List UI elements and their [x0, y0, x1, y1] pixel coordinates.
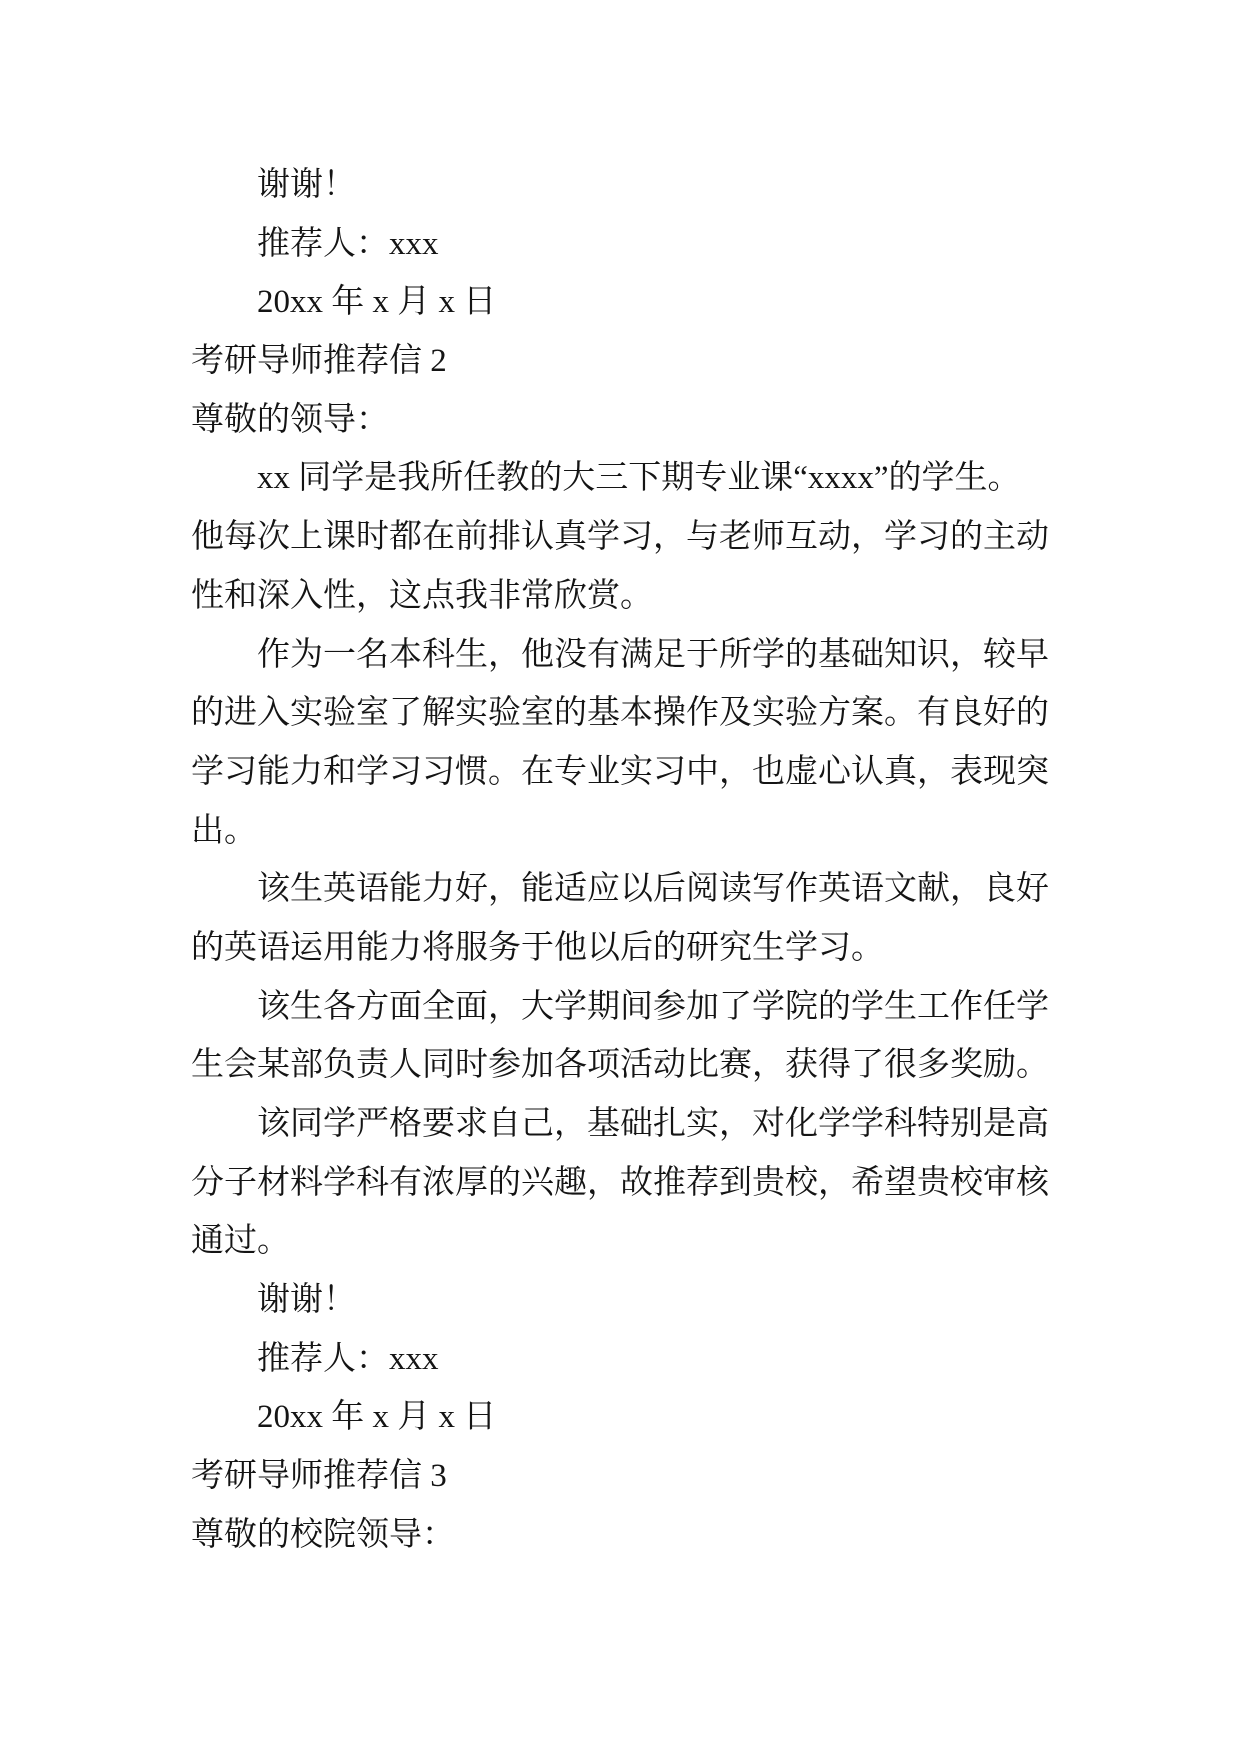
letter-title: 考研导师推荐信 2: [191, 343, 447, 380]
paragraph-line: xx 同学是我所任教的大三下期专业课“xxxx”的学生。: [257, 460, 1021, 497]
paragraph-line: 的进入实验室了解实验室的基本操作及实验方案。有良好的: [191, 695, 1049, 732]
letter-date: 20xx 年 x 月 x 日: [257, 1399, 497, 1436]
letter-date: 20xx 年 x 月 x 日: [257, 284, 497, 321]
paragraph-line: 分子材料学科有浓厚的兴趣，故推荐到贵校，希望贵校审核: [191, 1164, 1049, 1201]
paragraph-line: 出。: [191, 812, 257, 849]
paragraph-line: 作为一名本科生，他没有满足于所学的基础知识，较早: [257, 636, 1049, 673]
salutation: 尊敬的校院领导：: [191, 1516, 455, 1553]
recommender-signature: 推荐人：xxx: [257, 1340, 439, 1377]
letter-title: 考研导师推荐信 3: [191, 1458, 447, 1495]
paragraph-line: 该生各方面全面，大学期间参加了学院的学生工作任学: [257, 988, 1049, 1025]
letter-1-closing: [191, 156, 1091, 332]
letter-2: [191, 332, 1091, 1447]
paragraph-line: 该生英语能力好，能适应以后阅读写作英语文献，良好: [257, 871, 1049, 908]
paragraph-line: 性和深入性，这点我非常欣赏。: [191, 577, 653, 614]
body-paragraph: [191, 626, 1091, 861]
letter-3: [191, 1447, 1091, 1564]
paragraph-line: 该同学严格要求自己，基础扎实，对化学学科特别是高: [257, 1106, 1049, 1142]
body-paragraph: [191, 860, 1091, 977]
recommender-signature: 推荐人：xxx: [257, 225, 439, 262]
paragraph-line: 学习能力和学习习惯。在专业实习中，也虚心认真，表现突: [191, 753, 1049, 790]
closing-thanks: 谢谢！: [257, 167, 356, 203]
document-body: [191, 156, 1091, 1565]
body-paragraph: [191, 449, 1091, 625]
paragraph-line: 他每次上课时都在前排认真学习，与老师互动，学习的主动: [191, 519, 1049, 556]
paragraph-line: 生会某部负责人同时参加各项活动比赛，获得了很多奖励。: [191, 1047, 1049, 1084]
closing-thanks: 谢谢！: [257, 1282, 356, 1319]
paragraph-line: 通过。: [191, 1223, 290, 1260]
body-paragraph: [191, 978, 1091, 1095]
salutation: 尊敬的领导：: [191, 401, 389, 438]
body-paragraph: [191, 1095, 1091, 1271]
paragraph-line: 的英语运用能力将服务于他以后的研究生学习。: [191, 929, 884, 966]
